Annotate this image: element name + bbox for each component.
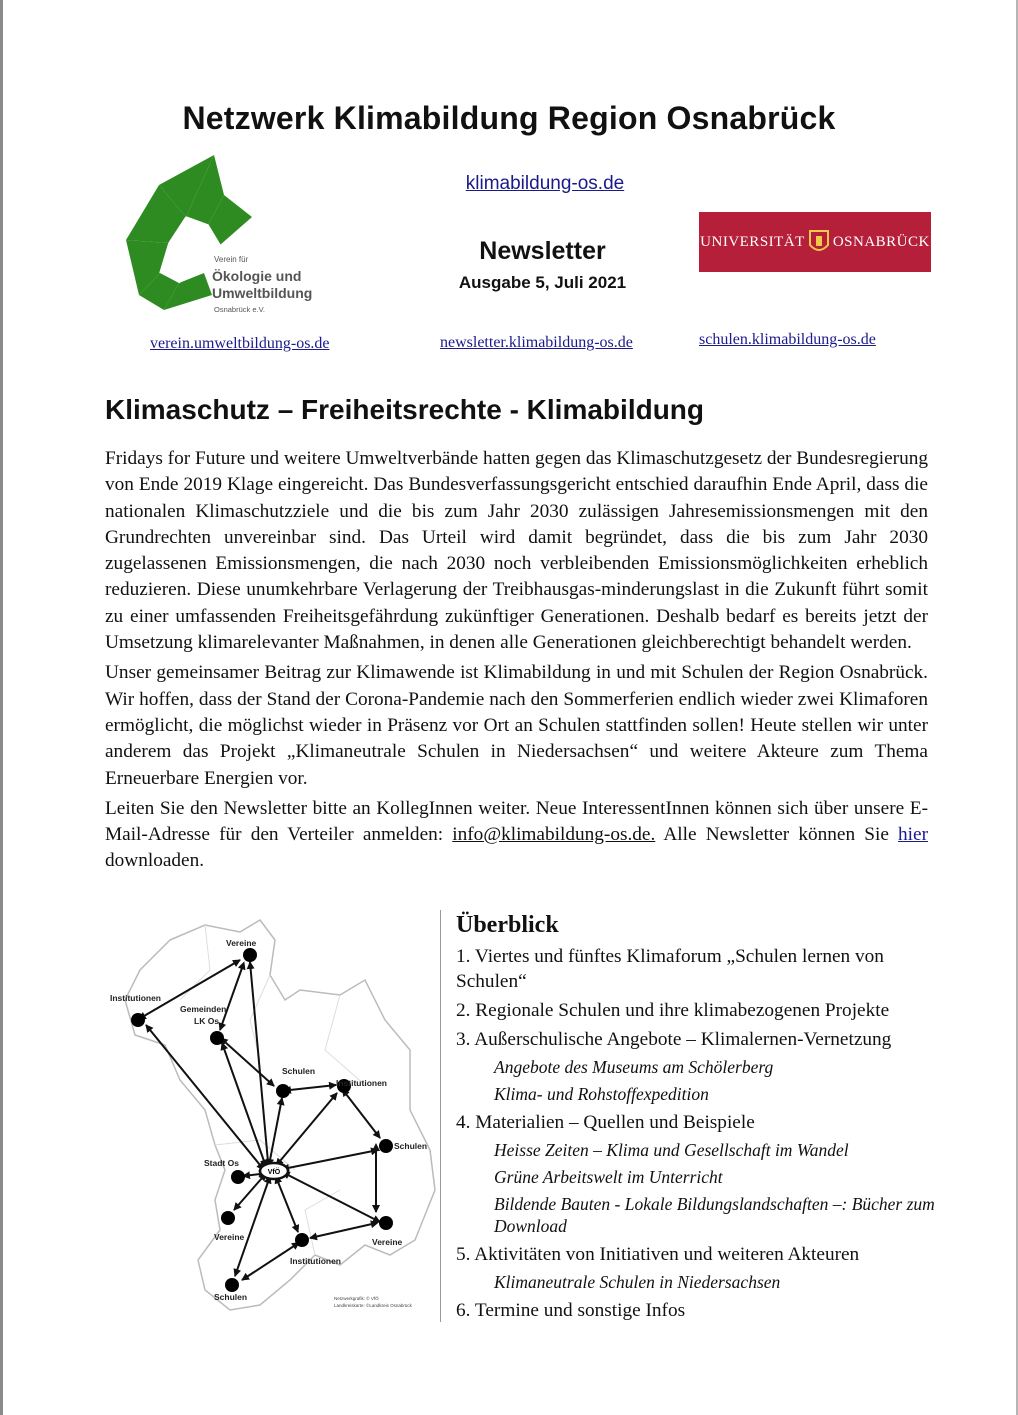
svg-text:Gemeinden: Gemeinden	[180, 1004, 227, 1014]
issue-label: Ausgabe 5, Juli 2021	[458, 273, 627, 292]
schulen-link[interactable]: schulen.klimabildung-os.de	[699, 331, 876, 348]
node-vereine-top	[243, 948, 257, 962]
article-body	[105, 446, 928, 879]
article-paragraph-2: Unser gemeinsamer Beitrag zur Klimawende ist Klimabildung in und mit Schulen der Region Osnabrück. Wir hoffen, dass der Stand der Corona-Pandemie nach den Sommerferien endlich wieder zwei Klimaforen ermöglicht, die möglichst wieder in Präsenz vor Ort an Schulen stattfinden sollen! Heute stellen wir unter anderem das Projekt „Klimaneutrale Schulen in Niedersachsen“ und weitere Akteure zum Thema Erneuerbare Energien vor.	[105, 662, 928, 789]
node-vereine-left	[221, 1211, 235, 1225]
svg-text:Institutionen: Institutionen	[290, 1256, 341, 1266]
email-link[interactable]: info@klimabildung-os.de.	[452, 824, 656, 846]
node-schulen-mid	[276, 1084, 290, 1098]
logo-line2: Ökologie und	[212, 268, 302, 284]
newsletter-main-title: Netzwerk Klimabildung Region Osnabrück	[182, 100, 836, 136]
overview-sub-4-1[interactable]: Heisse Zeiten – Klima und Gesellschaft im Wandel	[494, 1140, 849, 1160]
article-paragraph-1: Fridays for Future und weitere Umweltverbände hatten gegen das Klimaschutzgesetz der Bundesregierung von Ende 2019 Klage eingereicht. Das Bundesverfassungsgericht entschied daraufhin Ende April, dass die nationalen Klimaschutzziele und die bis zum Jahr 2030 zulässigen Jahresemissionsmengen mit den Grundrechten unvereinbar sind. Das Urteil wird damit begründet, dass die bis zum Jahr 2030 zugelassenen Emissionsmengen, die nach 2030 noch verbleibenden Emissionsmöglichkeiten erheblich reduzieren. Diese unumkehrbare Verlagerung der Treibhausgas-minderungslast in die Zukunft führt somit zu einer umfassenden Freiheitsgefährdung zukünftiger Generationen. Deshalb bedarf es bereits jetzt der Umsetzung klimarelevanter Maßnahmen, in denen alle Generationen gleichberechtigt behandelt werden.	[105, 448, 928, 654]
newsletter-link[interactable]: newsletter.klimabildung-os.de	[440, 334, 633, 351]
svg-text:Schulen: Schulen	[214, 1292, 248, 1302]
svg-text:Schulen: Schulen	[394, 1141, 428, 1151]
university-osnabrueck-logo	[699, 212, 931, 272]
svg-text:Schulen: Schulen	[282, 1066, 316, 1076]
node-gemeinden	[210, 1031, 224, 1045]
district-outline	[125, 920, 435, 1310]
node-schulen-bottom	[225, 1278, 239, 1292]
overview-sub-5-1[interactable]: Klimaneutrale Schulen in Niedersachsen	[494, 1272, 781, 1292]
article-paragraph-3: Leiten Sie den Newsletter bitte an KollegInnen weiter. Neue InteressentInnen können sich über unsere E-Mail-Adresse für den Verteiler anmelden: info@klimabildung-os.de. Alle Newsletter können Sie hier downloaden.	[105, 797, 929, 872]
svg-text:Vereine: Vereine	[372, 1237, 403, 1247]
uni-logo-right-text: OSNABRÜCK	[832, 233, 930, 250]
overview-item-1[interactable]: 1. Viertes und fünftes Klimaforum „Schulen lernen von Schulen“	[456, 946, 884, 992]
overview-item-6[interactable]: 6. Termine und sonstige Infos	[456, 1300, 686, 1321]
overview-sub-3-1[interactable]: Angebote des Museums am Schölerberg	[494, 1057, 774, 1077]
svg-text:Netzwerkgrafik: © VfÖ: Netzwerkgrafik: © VfÖ	[334, 1296, 379, 1301]
vfoe-logo	[124, 155, 354, 325]
overview-sub-3-2[interactable]: Klima- und Rohstoffexpedition	[494, 1084, 709, 1104]
overview-sub-4-2[interactable]: Grüne Arbeitswelt im Unterricht	[494, 1167, 723, 1187]
svg-text:Vereine: Vereine	[214, 1232, 245, 1242]
node-stadt-os	[231, 1170, 245, 1184]
svg-text:Institutionen: Institutionen	[110, 993, 161, 1003]
network-map	[110, 910, 441, 1322]
overview-item-3[interactable]: 3. Außerschulische Angebote – Klimalernen-Vernetzung	[456, 1029, 892, 1050]
article-heading: Klimaschutz – Freiheitsrechte - Klimabildung	[105, 394, 705, 425]
svg-text:VfÖ: VfÖ	[267, 1169, 281, 1176]
overview-title: Überblick	[456, 912, 559, 938]
overview-list	[456, 944, 936, 1327]
svg-text:Stadt Os: Stadt Os	[204, 1158, 239, 1168]
crest-icon	[808, 227, 830, 257]
svg-text:Landkreiskarte: ©Landkreis Osn: Landkreiskarte: ©Landkreis Osnabrück	[334, 1303, 412, 1308]
overview-sub-4-3[interactable]: Bildende Bauten - Lokale Bildungslandschaften –: Bücher zum Download	[494, 1194, 935, 1236]
svg-text:Institutionen: Institutionen	[336, 1078, 387, 1088]
svg-text:LK Os: LK Os	[194, 1016, 220, 1026]
svg-text:Vereine: Vereine	[226, 938, 257, 948]
uni-logo-left-text: UNIVERSITÄT	[700, 233, 805, 250]
spider-web-icon	[124, 155, 354, 325]
download-here-link[interactable]: hier	[898, 824, 929, 846]
logo-line1: Verein für	[214, 255, 249, 264]
overview-item-5[interactable]: 5. Aktivitäten von Initiativen und weiteren Akteuren	[456, 1244, 860, 1265]
logo-line4: Osnabrück e.V.	[214, 305, 266, 314]
node-institutionen-left	[131, 1013, 145, 1027]
overview-item-2[interactable]: 2. Regionale Schulen und ihre klimabezogenen Projekte	[456, 1000, 890, 1021]
node-vereine-right	[379, 1216, 393, 1230]
page-border-left	[0, 0, 3, 1415]
node-schulen-right	[379, 1139, 393, 1153]
newsletter-label: Newsletter	[479, 237, 606, 265]
verein-link[interactable]: verein.umweltbildung-os.de	[150, 335, 330, 352]
overview-item-4[interactable]: 4. Materialien – Quellen und Beispiele	[456, 1112, 755, 1133]
logo-line3: Umweltbildung	[212, 285, 313, 301]
node-institutionen-bottom	[295, 1233, 309, 1247]
site-link[interactable]: klimabildung-os.de	[465, 173, 625, 194]
